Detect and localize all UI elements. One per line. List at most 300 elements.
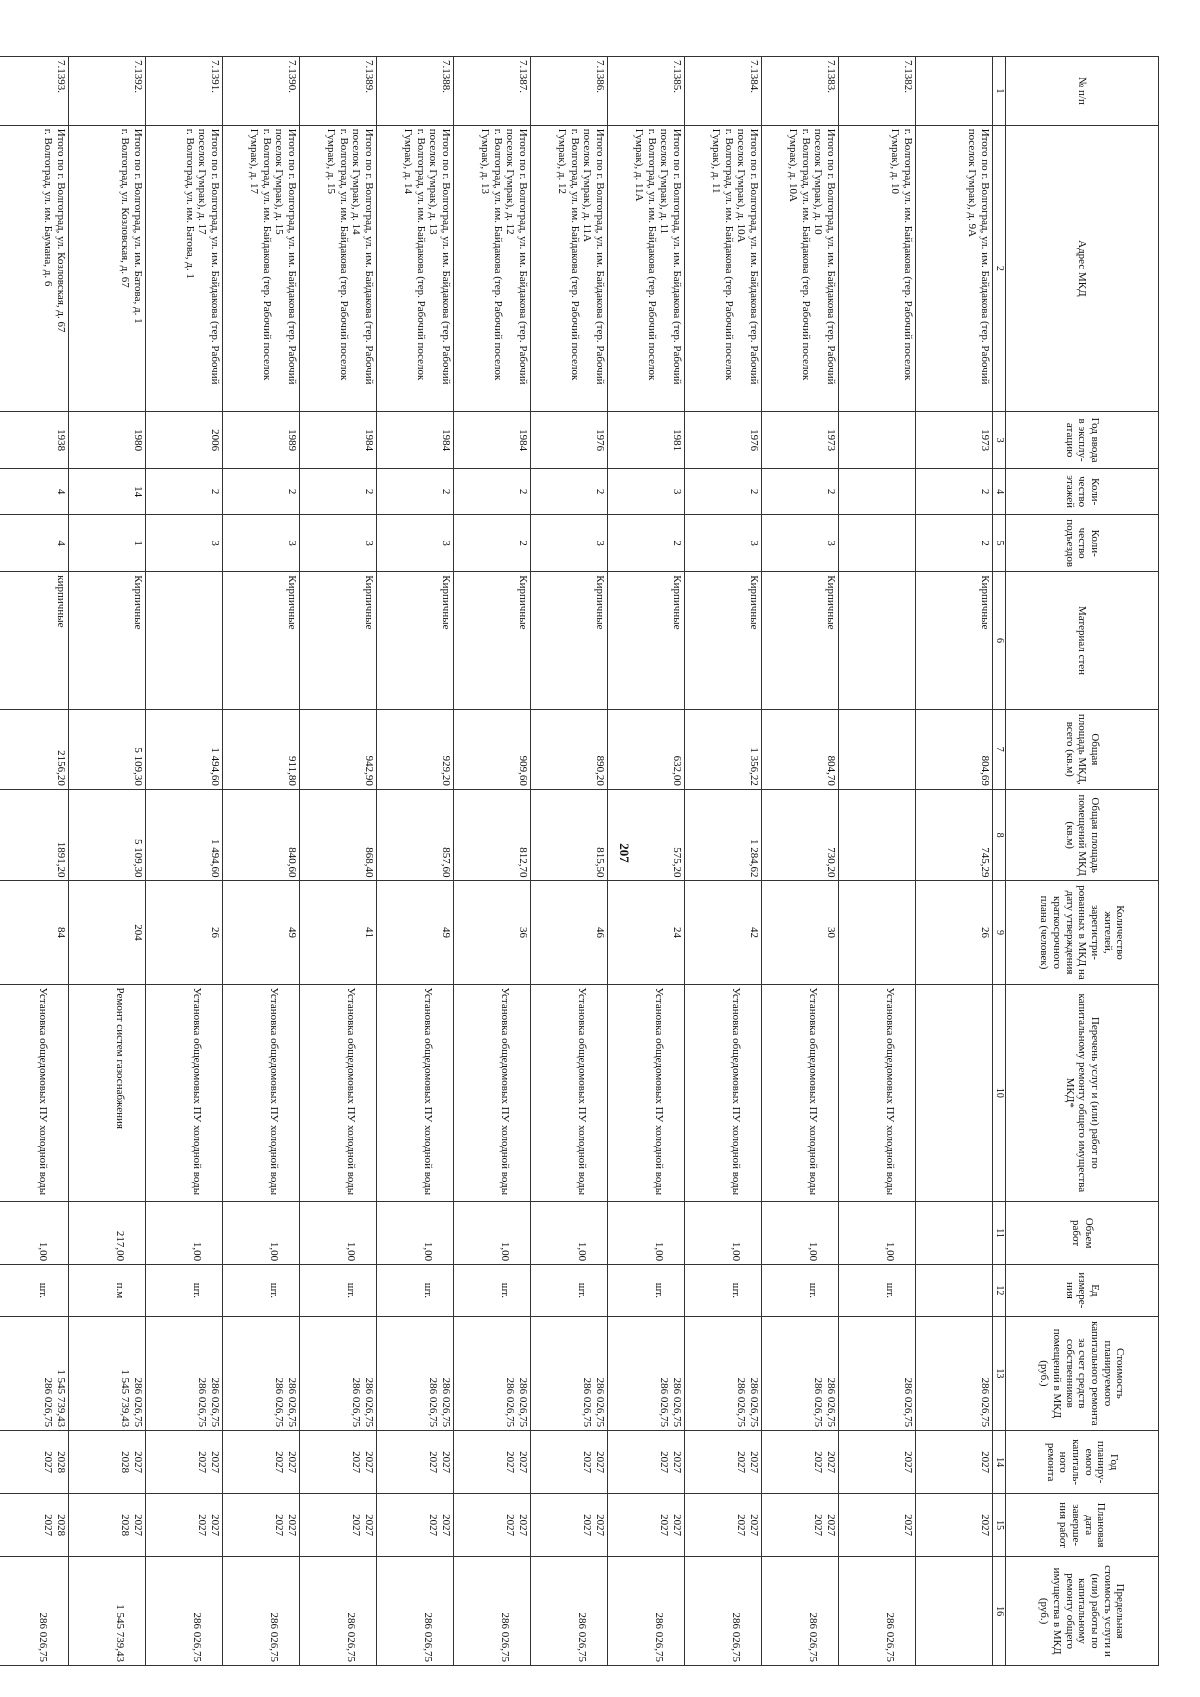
table-cell <box>839 1557 916 1666</box>
cost: 286 026,75 <box>979 1377 991 1428</box>
table-cell <box>608 1494 685 1557</box>
spacer <box>819 1205 837 1261</box>
finish-date: 2027 <box>735 1514 748 1537</box>
row-number: 7.1384. <box>748 60 760 93</box>
area-rooms: 815,50 <box>594 847 606 878</box>
table-cell <box>69 57 146 126</box>
cost: 286 026,75 <box>671 1377 683 1428</box>
table-cell <box>454 515 531 572</box>
table-cell <box>762 469 839 515</box>
address: г. Волгоград, ул. Козловская, д. 67 <box>119 128 132 288</box>
table-cell <box>916 881 993 984</box>
table-cell <box>916 412 993 469</box>
table-cell <box>223 57 300 126</box>
entrances: 3 <box>825 540 837 546</box>
table-cell <box>223 412 300 469</box>
table-cell <box>685 789 762 881</box>
table-cell <box>916 1557 993 1666</box>
column-header: Ед измере-ния <box>1006 1265 1159 1317</box>
area-total: 632,00 <box>671 755 683 786</box>
cost: 286 026,75 <box>748 1377 760 1428</box>
rotated-table-frame <box>37 56 1159 1666</box>
unit: шт. <box>884 1282 896 1298</box>
table-cell <box>377 984 454 1202</box>
wall-material: Кирпичные <box>363 575 375 630</box>
column-header: Предельная стоимость услуги и (или) работы по капитальному ремонту общего имущества в МКД (руб.) <box>1006 1557 1159 1666</box>
plan-year: 2027 <box>812 1451 825 1474</box>
area-rooms: 812,70 <box>517 847 529 878</box>
cost: 286 026,75 <box>440 1377 452 1428</box>
plan-year: 2027 <box>286 1451 298 1474</box>
row-number: 7.1392. <box>132 60 144 93</box>
spacer <box>280 1268 298 1313</box>
header-row <box>1006 57 1159 1666</box>
spacer <box>896 988 914 1199</box>
table-cell <box>685 412 762 469</box>
spacer <box>511 1205 529 1261</box>
plan-year: 2027 <box>427 1451 440 1474</box>
table-cell <box>377 709 454 789</box>
year-built: 1989 <box>286 429 298 452</box>
table-cell <box>839 709 916 789</box>
cost: 286 026,75 <box>132 1377 144 1428</box>
year-built: 1976 <box>748 429 760 452</box>
plan-year: 2027 <box>350 1451 363 1474</box>
unit: шт. <box>653 1282 665 1298</box>
spacer <box>819 988 837 1199</box>
address: г. Волгоград, ул. им. Байдакова (тер. Рабочий поселок Гумрак), д. 15 <box>325 128 350 381</box>
area-rooms: 1891,20 <box>55 841 67 878</box>
table-cell <box>608 1316 685 1431</box>
address-total: Итого по г. Волгоград, ул. им. Байдакова (тер. Рабочий поселок Гумрак), д. 13 <box>427 128 452 385</box>
cost: 286 026,75 <box>196 1377 209 1428</box>
address-total: Итого по г. Волгоград, ул. им. Байдакова (тер. Рабочий поселок Гумрак), д. 17 <box>196 128 221 385</box>
table-cell <box>69 709 146 789</box>
spacer <box>665 1560 683 1662</box>
spacer <box>49 1268 67 1313</box>
spacer <box>203 988 221 1199</box>
volume: 1,00 <box>422 1241 434 1262</box>
unit: шт. <box>576 1282 588 1298</box>
address-total: Итого по г. Волгоград, ул. им. Байдакова (тер. Рабочий поселок Гумрак), д. 14 <box>350 128 375 385</box>
table-cell <box>531 789 608 881</box>
table-cell <box>300 709 377 789</box>
cost: 286 026,75 <box>209 1377 221 1428</box>
address-total: Итого по г. Волгоград, ул. им. Байдакова (тер. Рабочий поселок Гумрак), д. 12 <box>504 128 529 385</box>
finish-date: 2027 <box>517 1514 529 1537</box>
table-cell <box>762 1494 839 1557</box>
area-total: 5 109,30 <box>132 747 144 786</box>
plan-year: 2027 <box>825 1451 837 1474</box>
table-cell <box>377 57 454 126</box>
spacer <box>357 1268 375 1313</box>
floors: 2 <box>594 488 606 495</box>
area-rooms: 575,20 <box>671 847 683 878</box>
finish-date: 2027 <box>427 1514 440 1537</box>
plan-year: 2027 <box>594 1451 606 1474</box>
spacer <box>588 1205 606 1261</box>
works: Установка общедомовых ПУ холодной воды <box>807 987 819 1196</box>
page-number: 207 <box>617 843 632 863</box>
finish-date: 2027 <box>42 1514 55 1537</box>
table-cell <box>454 125 531 411</box>
table-cell <box>300 412 377 469</box>
spacer <box>126 988 144 1199</box>
spacer <box>434 1560 452 1662</box>
residents: 26 <box>979 927 991 939</box>
plan-year: 2028 <box>119 1451 132 1474</box>
table-cell <box>531 1557 608 1666</box>
table-cell <box>916 1316 993 1431</box>
area-rooms: 730,20 <box>825 847 837 878</box>
table-cell <box>608 1431 685 1494</box>
entrances: 3 <box>363 540 375 546</box>
spacer <box>280 1560 298 1662</box>
residents: 30 <box>825 927 837 939</box>
wall-material: кирпичные <box>55 575 67 628</box>
table-cell <box>146 881 223 984</box>
table-cell <box>300 125 377 411</box>
year-built: 1984 <box>517 429 529 452</box>
plan-year: 2027 <box>658 1451 671 1474</box>
table-cell <box>69 1431 146 1494</box>
table-cell <box>608 709 685 789</box>
table-cell <box>454 709 531 789</box>
table-cell <box>762 1202 839 1265</box>
table-cell <box>454 984 531 1202</box>
table-cell <box>69 572 146 709</box>
table-cell <box>0 1202 69 1265</box>
table-cell <box>839 1431 916 1494</box>
entrances: 1 <box>132 540 144 546</box>
table-cell <box>916 1494 993 1557</box>
volume: 1,00 <box>884 1241 896 1262</box>
table-cell <box>762 125 839 411</box>
spacer <box>126 1205 144 1261</box>
table-cell <box>300 881 377 984</box>
spacer <box>434 988 452 1199</box>
table-cell <box>916 789 993 881</box>
table-row <box>916 57 993 1666</box>
table-cell <box>531 125 608 411</box>
plan-year: 2027 <box>517 1451 529 1474</box>
table-row <box>69 57 146 1666</box>
address-total: Итого по г. Волгоград, ул. им. Батова, д. 1 <box>132 128 144 324</box>
table-cell <box>916 1431 993 1494</box>
wall-material: Кирпичные <box>979 575 991 630</box>
column-header: Материал стен <box>1006 572 1159 709</box>
table-cell <box>531 709 608 789</box>
residents: 36 <box>517 927 529 939</box>
spacer <box>742 1560 760 1662</box>
table-cell <box>839 1494 916 1557</box>
spacer <box>973 1268 991 1313</box>
column-number: 16 <box>993 1557 1006 1666</box>
works: Ремонт систем газоснабжения <box>114 987 126 1129</box>
plan-year: 2027 <box>209 1451 221 1474</box>
limit-cost: 286 026,75 <box>884 1612 896 1662</box>
address: г. Волгоград, ул. им. Байдакова (тер. Рабочий поселок Гумрак), д. 14 <box>402 128 427 381</box>
table-cell <box>223 881 300 984</box>
finish-date: 2027 <box>209 1514 221 1537</box>
finish-date: 2027 <box>812 1514 825 1537</box>
finish-date: 2027 <box>825 1514 837 1537</box>
table-cell <box>300 1265 377 1317</box>
entrances: 2 <box>979 540 991 546</box>
area-total: 1 356,22 <box>748 747 760 786</box>
row-number: 7.1387. <box>517 60 529 93</box>
finish-date: 2027 <box>979 1514 991 1537</box>
year-built: 1981 <box>671 429 683 452</box>
works: Установка общедомовых ПУ холодной воды <box>422 987 434 1196</box>
table-cell <box>300 1557 377 1666</box>
table-cell <box>69 1494 146 1557</box>
wall-material: Кирпичные <box>594 575 606 630</box>
address: г. Волгоград, ул. им. Байдакова (тер. Рабочий поселок Гумрак), д. 13 <box>479 128 504 381</box>
address-total: Итого по г. Волгоград, ул. Козловская, д. 67 <box>55 128 67 333</box>
table-cell <box>69 469 146 515</box>
address-total: Итого по г. Волгоград, ул. им. Байдакова (тер. Рабочий поселок Гумрак), д. 10 <box>812 128 837 385</box>
table-cell <box>531 469 608 515</box>
column-header: Объем работ <box>1006 1202 1159 1265</box>
limit-cost: 286 026,75 <box>807 1612 819 1662</box>
column-number: 8 <box>993 789 1006 881</box>
table-cell <box>0 1431 69 1494</box>
column-number: 15 <box>993 1494 1006 1557</box>
spacer <box>896 1560 914 1662</box>
table-cell <box>377 412 454 469</box>
floors: 2 <box>748 488 760 495</box>
area-total: 909,60 <box>517 755 529 786</box>
table-cell <box>685 984 762 1202</box>
table-cell <box>608 412 685 469</box>
address-total: Итого по г. Волгоград, ул. им. Байдакова (тер. Рабочий поселок Гумрак), д. 9А <box>966 128 991 385</box>
table-cell <box>69 984 146 1202</box>
table-cell <box>377 1494 454 1557</box>
table-cell <box>916 469 993 515</box>
table-cell <box>685 881 762 984</box>
table-cell <box>839 412 916 469</box>
table-cell <box>223 1202 300 1265</box>
table-cell <box>146 515 223 572</box>
spacer <box>742 988 760 1199</box>
cost: 286 026,75 <box>517 1377 529 1428</box>
table-cell <box>839 125 916 411</box>
table-cell <box>839 57 916 126</box>
spacer <box>280 988 298 1199</box>
column-number: 6 <box>993 572 1006 709</box>
finish-date: 2028 <box>55 1514 67 1537</box>
column-number-row <box>993 57 1006 1666</box>
row-number: 7.1391. <box>209 60 221 93</box>
table-cell <box>300 57 377 126</box>
area-total: 890,20 <box>594 755 606 786</box>
table-cell <box>300 1316 377 1431</box>
table-cell <box>223 125 300 411</box>
column-number: 14 <box>993 1431 1006 1494</box>
table-body <box>0 57 993 1666</box>
table-cell <box>839 1265 916 1317</box>
residents: 49 <box>440 927 452 939</box>
wall-material: Кирпичные <box>440 575 452 630</box>
table-cell <box>685 125 762 411</box>
spacer <box>742 1205 760 1261</box>
spacer <box>357 988 375 1199</box>
cost: 286 026,75 <box>658 1377 671 1428</box>
table-cell <box>531 515 608 572</box>
spacer <box>203 1560 221 1662</box>
table-cell <box>608 469 685 515</box>
plan-year: 2027 <box>671 1451 683 1474</box>
table-row <box>531 57 608 1666</box>
spacer <box>511 1268 529 1313</box>
finish-date: 2027 <box>286 1514 298 1537</box>
wall-material: Кирпичные <box>517 575 529 630</box>
spacer <box>665 988 683 1199</box>
spacer <box>511 1560 529 1662</box>
table-cell <box>685 1316 762 1431</box>
table-cell <box>223 1557 300 1666</box>
column-number: 5 <box>993 515 1006 572</box>
residents: 49 <box>286 927 298 939</box>
table-cell <box>531 572 608 709</box>
table-cell <box>608 1557 685 1666</box>
row-number: 7.1389. <box>363 60 375 93</box>
address: г. Волгоград, ул. им. Байдакова (тер. Рабочий поселок Гумрак), д. 17 <box>248 128 273 381</box>
table-cell <box>762 881 839 984</box>
residents: 24 <box>671 927 683 939</box>
unit: шт. <box>807 1282 819 1298</box>
row-number: 7.1386. <box>594 60 606 93</box>
floors: 2 <box>209 488 221 495</box>
works: Установка общедомовых ПУ холодной воды <box>576 987 588 1196</box>
table-cell <box>377 572 454 709</box>
table-cell <box>608 881 685 984</box>
residents: 41 <box>363 927 375 939</box>
volume: 1,00 <box>499 1241 511 1262</box>
table-cell <box>223 709 300 789</box>
area-rooms: 868,40 <box>363 847 375 878</box>
finish-date: 2027 <box>748 1514 760 1537</box>
table-cell <box>531 1431 608 1494</box>
cost: 286 026,75 <box>902 1377 914 1428</box>
table-cell <box>762 572 839 709</box>
table-cell <box>300 984 377 1202</box>
plan-year: 2027 <box>979 1451 991 1474</box>
finish-date: 2027 <box>902 1514 914 1537</box>
table-cell <box>146 1431 223 1494</box>
address: г. Волгоград, ул. им. Батова, д. 1 <box>183 128 196 279</box>
address: г. Волгоград, ул. им. Байдакова (тер. Рабочий поселок Гумрак), д. 12 <box>556 128 581 381</box>
table-cell <box>377 1202 454 1265</box>
volume: 1,00 <box>730 1241 742 1262</box>
table-cell <box>69 515 146 572</box>
address-total: Итого по г. Волгоград, ул. им. Байдакова (тер. Рабочий поселок Гумрак), д. 11 <box>658 128 683 385</box>
cost: 286 026,75 <box>735 1377 748 1428</box>
table-cell <box>762 789 839 881</box>
works: Установка общедомовых ПУ холодной воды <box>884 987 896 1196</box>
floors: 3 <box>671 488 683 495</box>
table-cell <box>839 984 916 1202</box>
wall-material: Кирпичные <box>671 575 683 630</box>
residents: 84 <box>55 927 67 939</box>
table-cell <box>839 881 916 984</box>
table-cell <box>223 469 300 515</box>
volume: 1,00 <box>807 1241 819 1262</box>
column-number: 3 <box>993 412 1006 469</box>
finish-date: 2027 <box>196 1514 209 1537</box>
entrances: 3 <box>748 540 760 546</box>
table-cell <box>0 1265 69 1317</box>
year-built: 1938 <box>55 429 67 452</box>
table-cell <box>377 1265 454 1317</box>
limit-cost: 286 026,75 <box>576 1612 588 1662</box>
table-cell <box>839 469 916 515</box>
spacer <box>203 1205 221 1261</box>
plan-year: 2027 <box>504 1451 517 1474</box>
finish-date: 2027 <box>273 1514 286 1537</box>
limit-cost: 286 026,75 <box>499 1612 511 1662</box>
table-cell <box>531 881 608 984</box>
table-row <box>223 57 300 1666</box>
table-cell <box>69 1202 146 1265</box>
address-total: Итого по г. Волгоград, ул. им. Байдакова (тер. Рабочий поселок Гумрак), д. 15 <box>273 128 298 385</box>
year-built: 1973 <box>979 429 991 452</box>
spacer <box>819 1560 837 1662</box>
area-rooms: 745,29 <box>979 847 991 878</box>
table-cell <box>608 125 685 411</box>
column-header: Перечень услуг и (или) работ по капитальному ремонту общего имущества МКД* <box>1006 984 1159 1202</box>
table-cell <box>146 1316 223 1431</box>
table-cell <box>146 789 223 881</box>
limit-cost: 286 026,75 <box>653 1612 665 1662</box>
unit: шт. <box>422 1282 434 1298</box>
column-header: Коли-чество этажей <box>1006 469 1159 515</box>
year-built: 2006 <box>209 429 221 452</box>
spacer <box>280 1205 298 1261</box>
area-rooms: 1 284,62 <box>748 838 760 878</box>
column-header: Количество жителей, зарегистри-рованных в МКД на дату утверждения краткосрочного плана (человек) <box>1006 881 1159 984</box>
table-cell <box>0 984 69 1202</box>
area-total: 929,20 <box>440 755 452 786</box>
table-cell <box>685 709 762 789</box>
table-row <box>454 57 531 1666</box>
table-cell <box>377 1316 454 1431</box>
table-cell <box>146 469 223 515</box>
column-header: Год ввода в эксплу-атацию <box>1006 412 1159 469</box>
table-cell <box>762 709 839 789</box>
plan-year: 2027 <box>42 1451 55 1474</box>
unit: шт. <box>191 1282 203 1298</box>
works: Установка общедомовых ПУ холодной воды <box>730 987 742 1196</box>
cost: 286 026,75 <box>812 1377 825 1428</box>
table-cell <box>916 515 993 572</box>
floors: 14 <box>132 486 144 498</box>
plan-year: 2027 <box>440 1451 452 1474</box>
floors: 4 <box>55 488 67 495</box>
address: г. Волгоград, ул. им. Байдакова (тер. Рабочий поселок Гумрак), д. 10А <box>787 128 812 381</box>
entrances: 2 <box>671 540 683 546</box>
spacer <box>973 1560 991 1662</box>
table-cell <box>685 572 762 709</box>
address: г. Волгоград, ул. им. Байдакова (тер. Рабочий поселок Гумрак), д. 11А <box>633 128 658 381</box>
column-number: 11 <box>993 1202 1006 1265</box>
area-total: 2156,20 <box>55 750 67 786</box>
works: Установка общедомовых ПУ холодной воды <box>653 987 665 1196</box>
table-cell <box>454 1316 531 1431</box>
table-cell <box>454 412 531 469</box>
table-cell <box>608 1265 685 1317</box>
